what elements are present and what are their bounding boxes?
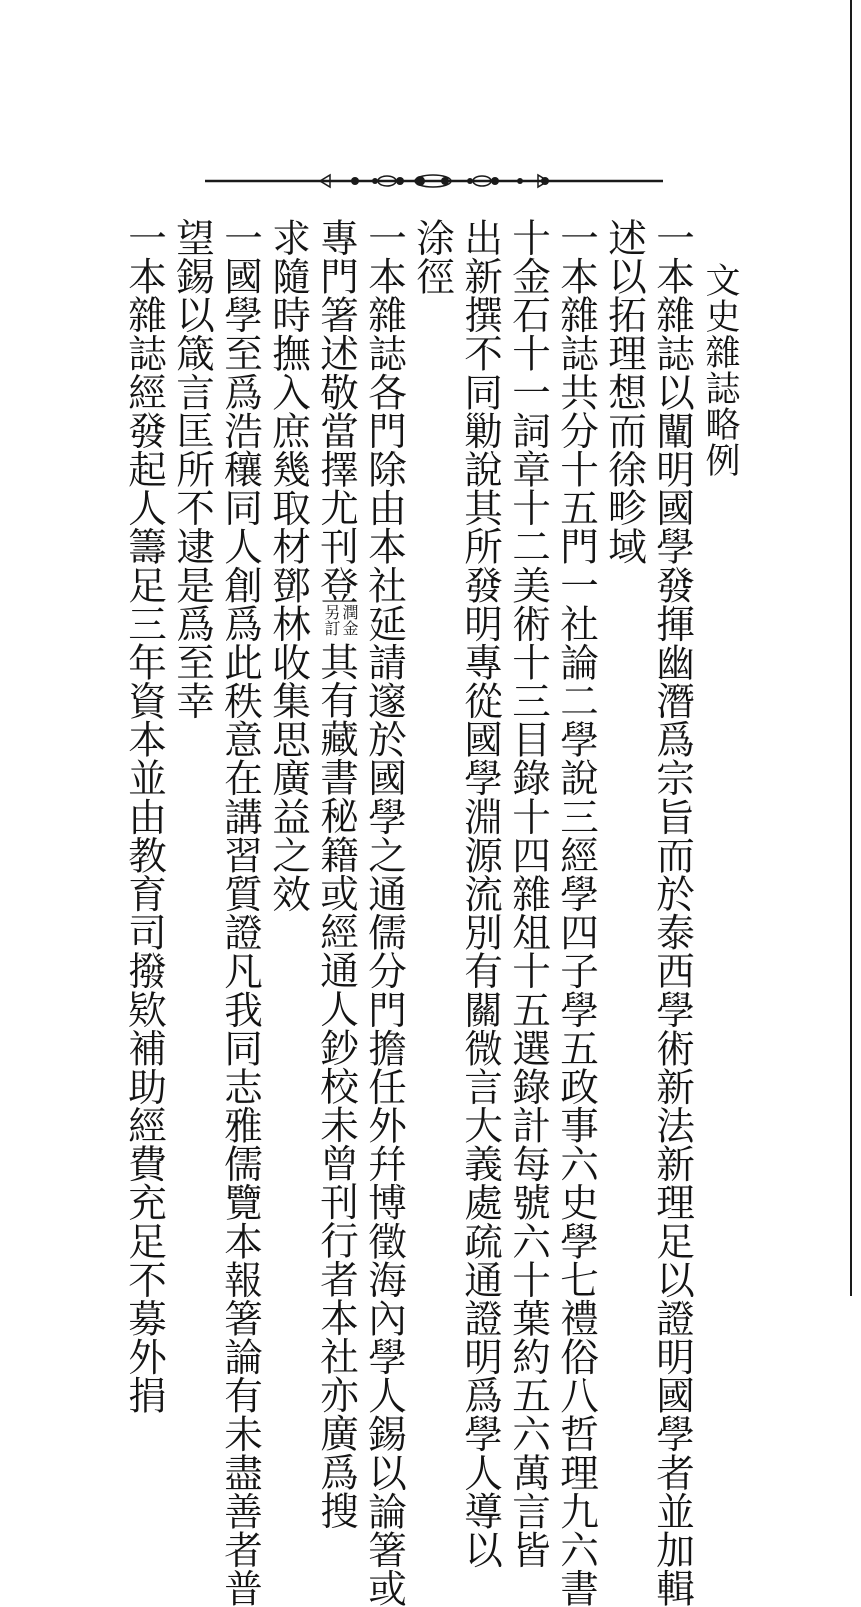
text-column-12: 一本雜誌經發起人籌足三年資本並由教育司撥欵補助經費充足不募外捐 bbox=[122, 218, 167, 1415]
text-column-8 bbox=[314, 218, 358, 1529]
note-line-1: 潤金 bbox=[340, 603, 359, 636]
text-column-3: 一本雜誌共分十五門一社論二學說三經學四子學五政事六史學七禮俗八哲理九六書 bbox=[554, 218, 599, 1607]
text-column-6: 涂徑 bbox=[410, 218, 455, 296]
text-column-10: 一國學至爲浩穰同人創爲此秩意在講習質證凡我同志雅儒覽本報箸論有未盡善者普 bbox=[218, 218, 263, 1607]
text-column-8-rest: 其有藏書秘籍或經通人鈔校未曾刊行者本社亦廣爲搜 bbox=[314, 641, 359, 1530]
text-column-8-main: 專門箸述敬當擇尤刊登 bbox=[314, 218, 359, 604]
text-column-1: 一本雜誌以闡明國學發揮幽潛爲宗旨而於泰西學術新法新理足以證明國學者並加輯 bbox=[650, 218, 695, 1607]
text-column-5: 出新撰不同勦說其所發明專從國學淵源流別有關微言大義處疏通證明爲學人導以 bbox=[458, 218, 503, 1569]
text-column-9: 求隨時撫入庶幾取材鄧林收集思廣益之效 bbox=[266, 218, 311, 913]
text-column-4: 十金石十一詞章十二美術十三目錄十四雜俎十五選錄計每號六十葉約五六萬言皆 bbox=[506, 218, 551, 1569]
page-title: 文史雜誌略例 bbox=[700, 262, 740, 478]
page-edge bbox=[850, 0, 861, 1296]
interlinear-note bbox=[322, 604, 358, 642]
text-column-2: 述以拓理想而徐畛域 bbox=[602, 218, 647, 566]
text-column-7: 一本雜誌各門除由本社延請邃於國學之通儒分門擔任外幷博徵海內學人錫以論箸或 bbox=[362, 218, 407, 1607]
text-column-11: 望錫以箴言匡所不逮是爲至幸 bbox=[170, 218, 215, 720]
note-line-2: 另訂 bbox=[322, 603, 341, 636]
ornament-divider bbox=[205, 172, 663, 190]
